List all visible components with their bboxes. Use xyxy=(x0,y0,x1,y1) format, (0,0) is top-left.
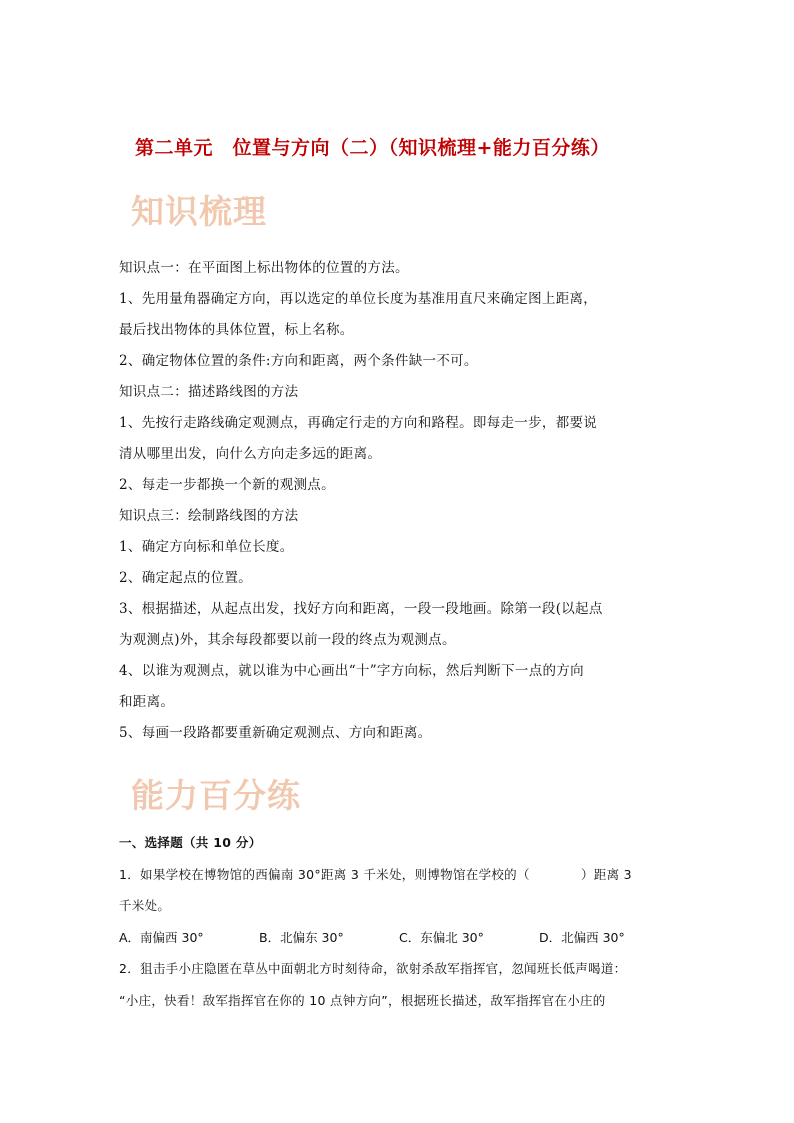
question-1-options xyxy=(119,922,679,954)
knowledge-line: 2、每走一步都换一个新的观测点。 xyxy=(119,477,335,493)
knowledge-line: 1、先用量角器确定方向，再以选定的单位长度为基准用直尺来确定图上距离， xyxy=(119,291,598,307)
knowledge-content xyxy=(119,253,679,749)
page-title: 第二单元 位置与方向（二）（知识梳理+能力百分练） xyxy=(135,137,610,159)
option-a: A．南偏西 30° xyxy=(119,929,204,945)
question-2-line: “小庄，快看！敌军指挥官在你的 10 点钟方向”，根据班长描述，敌军指挥官在小庄的 xyxy=(119,992,606,1008)
section-heading-ability: 能力百分练 xyxy=(131,776,301,815)
knowledge-line: 2、确定起点的位置。 xyxy=(119,570,253,586)
option-d: D．北偏西 30° xyxy=(539,929,625,945)
part-title: 一、选择题（共 10 分） xyxy=(119,835,262,850)
option-b: B．北偏东 30° xyxy=(259,929,344,945)
knowledge-line: 1、确定方向标和单位长度。 xyxy=(119,539,294,555)
exercise-content xyxy=(119,827,679,1016)
knowledge-line: 清从哪里出发，向什么方向走多远的距离。 xyxy=(119,446,382,462)
knowledge-line: 1、先按行走路线确定观测点，再确定行走的方向和路程。即每走一步，都要说 xyxy=(119,415,598,431)
question-2-line: 2．狙击手小庄隐匿在草丛中面朝北方时刻待命，欲射杀敌军指挥官，忽闻班长低声喝道： xyxy=(119,961,627,976)
knowledge-line: 知识点三：绘制路线图的方法 xyxy=(119,508,299,524)
knowledge-line: 为观测点)外，其余每段都要以前一段的终点为观测点。 xyxy=(119,632,456,648)
knowledge-line: 4、以谁为观测点，就以谁为中心画出“十”字方向标，然后判断下一点的方向 xyxy=(119,663,584,679)
question-1-line: 千米处。 xyxy=(119,898,171,913)
knowledge-line: 2、确定物体位置的条件:方向和距离，两个条件缺一不可。 xyxy=(119,353,478,369)
knowledge-line: 和距离。 xyxy=(119,694,175,710)
section-heading-knowledge: 知识梳理 xyxy=(131,192,267,231)
knowledge-line: 知识点一：在平面图上标出物体的位置的方法。 xyxy=(119,260,409,276)
knowledge-line: 知识点二：描述路线图的方法 xyxy=(119,384,299,400)
knowledge-line: 5、每画一段路都要重新确定观测点、方向和距离。 xyxy=(119,725,432,741)
knowledge-line: 3、根据描述，从起点出发，找好方向和距离，一段一段地画。除第一段(以起点 xyxy=(119,601,603,617)
knowledge-line: 最后找出物体的具体位置，标上名称。 xyxy=(119,322,354,338)
option-c: C．东偏北 30° xyxy=(399,929,484,945)
question-1-line: 1．如果学校在博物馆的西偏南 30°距离 3 千米处，则博物馆在学校的（ ）距离 3 xyxy=(119,866,632,882)
